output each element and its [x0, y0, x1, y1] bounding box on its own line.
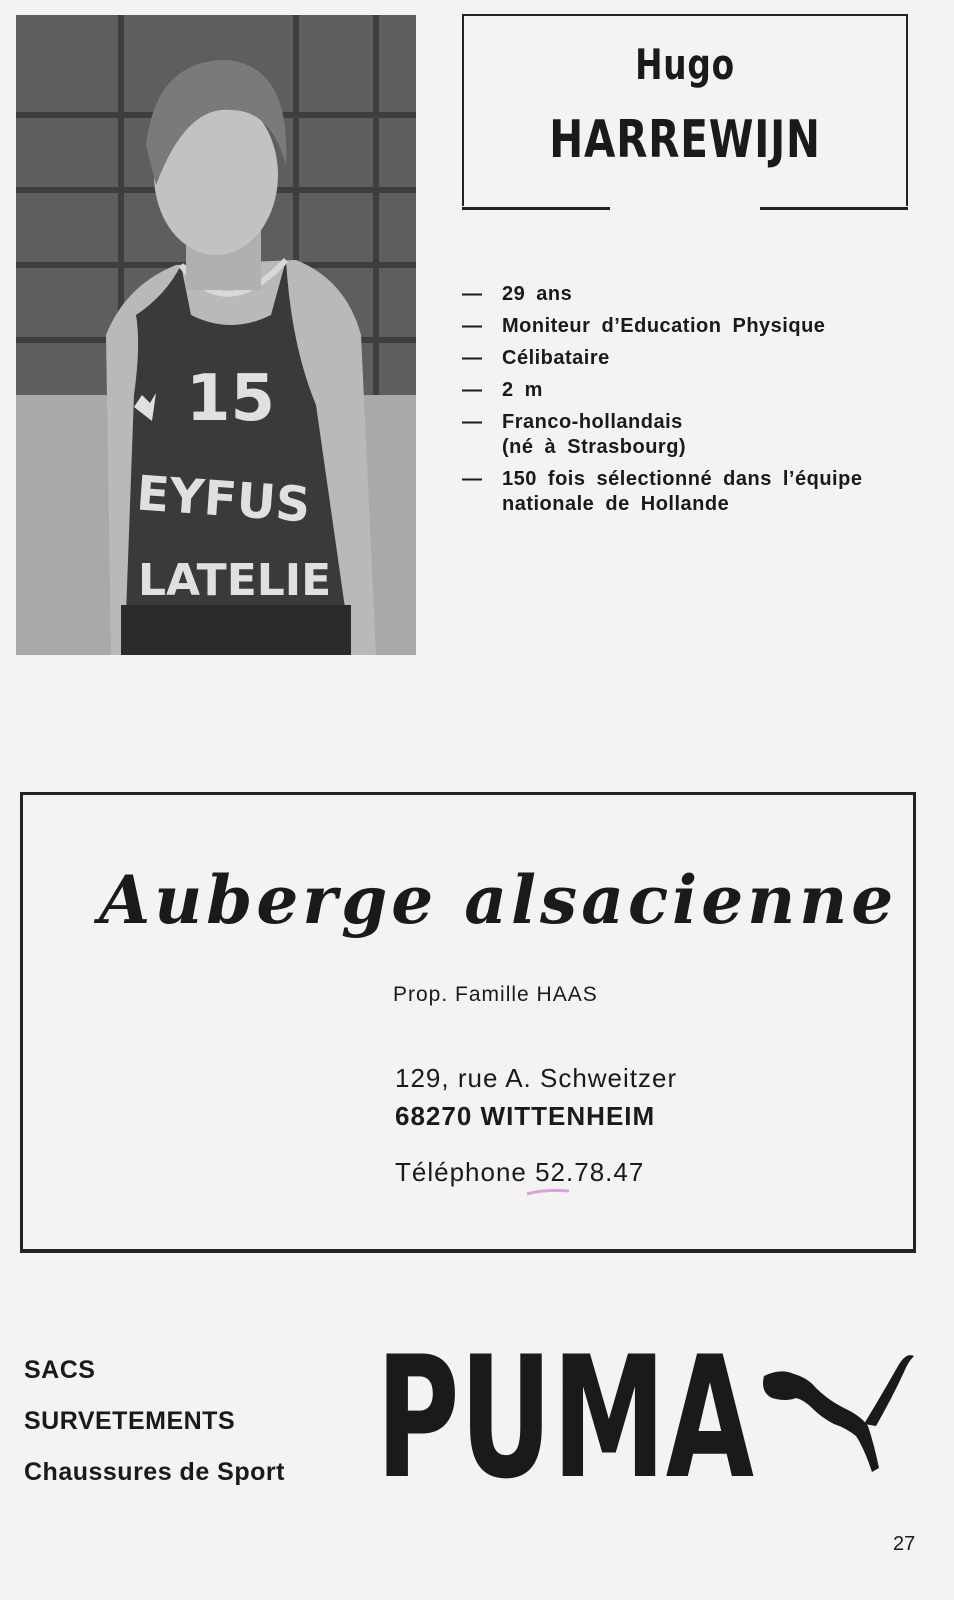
page-number: 27 [893, 1533, 916, 1555]
bio-item: — 150 fois sélectionné dans l’équipe nationale de Hollande [462, 468, 863, 515]
player-photo [16, 15, 416, 655]
advert-phone: Téléphone 52.78.47 [395, 1157, 645, 1187]
puma-wordmark: PUMA [376, 1344, 754, 1484]
advert-city: 68270 WITTENHEIM [395, 1101, 656, 1131]
bio-item: — Moniteur d’Education Physique [462, 315, 826, 337]
advert-street: 129, rue A. Schweitzer [395, 1063, 678, 1093]
jersey-text-top: EYFUS [134, 465, 313, 534]
products-list [24, 1356, 285, 1509]
jersey-text-bottom: LATELIE [138, 555, 332, 606]
box-rule-left [462, 207, 610, 210]
product-item: SURVETEMENTS [24, 1407, 236, 1435]
advert-proprietor: Prop. Famille HAAS [393, 983, 598, 1006]
box-rule-right [760, 207, 908, 210]
product-item: SACS [24, 1356, 96, 1384]
bio-item: — Franco-hollandais (né à Strasbourg) [462, 411, 687, 458]
ink-mark [525, 1187, 571, 1197]
player-name-box [462, 14, 908, 206]
jersey-number: 15 [186, 362, 276, 436]
player-last-name: HARREWIJN [549, 110, 821, 170]
advert-title: Auberge alsacienne [99, 861, 898, 939]
product-item: Chaussures de Sport [24, 1458, 285, 1486]
bio-item: — 2 m [462, 379, 543, 401]
puma-cat-icon [763, 1355, 914, 1472]
puma-logo [376, 1344, 916, 1484]
bio-item: — Célibataire [462, 347, 610, 369]
player-first-name: Hugo [635, 40, 735, 89]
bio-item: — 29 ans [462, 283, 573, 305]
player-bio-list [462, 282, 922, 524]
advert-box [20, 792, 916, 1253]
